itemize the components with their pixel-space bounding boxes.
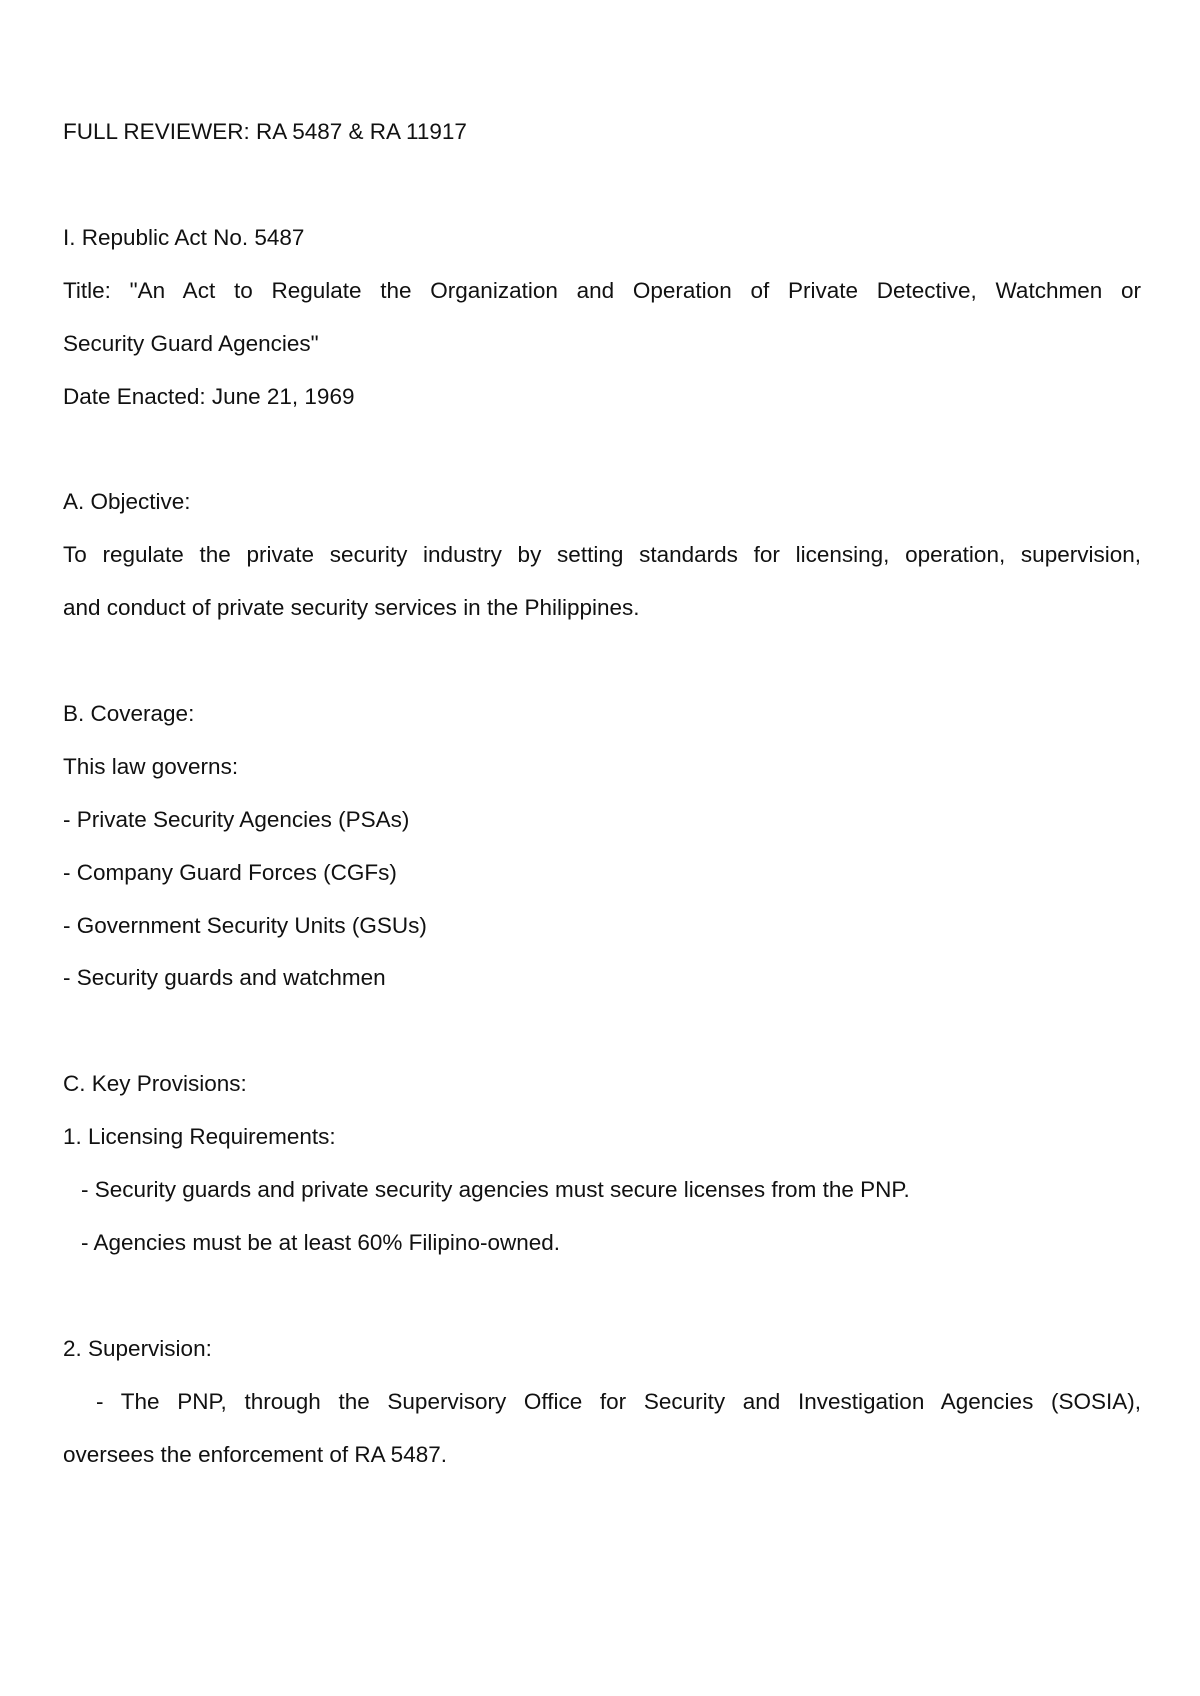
date-enacted: Date Enacted: June 21, 1969 bbox=[63, 384, 355, 409]
objective-line-2: and conduct of private security services in the Philippines. bbox=[63, 595, 640, 620]
objective-line-1: To regulate the private security industry by setting standards for licensing, operation, supervision, bbox=[63, 542, 1141, 567]
section-heading-ra-5487: I. Republic Act No. 5487 bbox=[63, 225, 305, 250]
coverage-intro: This law governs: bbox=[63, 754, 239, 779]
supervision-line-2: oversees the enforcement of RA 5487. bbox=[63, 1442, 447, 1467]
coverage-item: - Company Guard Forces (CGFs) bbox=[63, 860, 397, 885]
act-title-line-1: Title: "An Act to Regulate the Organization and Operation of Private Detective, Watchmen or bbox=[63, 278, 1141, 303]
coverage-item: - Security guards and watchmen bbox=[63, 965, 386, 990]
supervision-heading: 2. Supervision: bbox=[63, 1336, 212, 1361]
licensing-item: - Agencies must be at least 60% Filipino-owned. bbox=[81, 1230, 561, 1255]
key-provisions-heading: C. Key Provisions: bbox=[63, 1071, 247, 1096]
licensing-item: - Security guards and private security agencies must secure licenses from the PNP. bbox=[81, 1177, 910, 1202]
coverage-item: - Government Security Units (GSUs) bbox=[63, 913, 427, 938]
act-title-line-2: Security Guard Agencies" bbox=[63, 331, 319, 356]
objective-heading: A. Objective: bbox=[63, 489, 191, 514]
document-header: FULL REVIEWER: RA 5487 & RA 11917 bbox=[63, 119, 467, 144]
licensing-heading: 1. Licensing Requirements: bbox=[63, 1124, 336, 1149]
supervision-line-1: - The PNP, through the Supervisory Office for Security and Investigation Agencies (SOSIA), bbox=[96, 1389, 1141, 1414]
coverage-item: - Private Security Agencies (PSAs) bbox=[63, 807, 410, 832]
coverage-heading: B. Coverage: bbox=[63, 701, 195, 726]
